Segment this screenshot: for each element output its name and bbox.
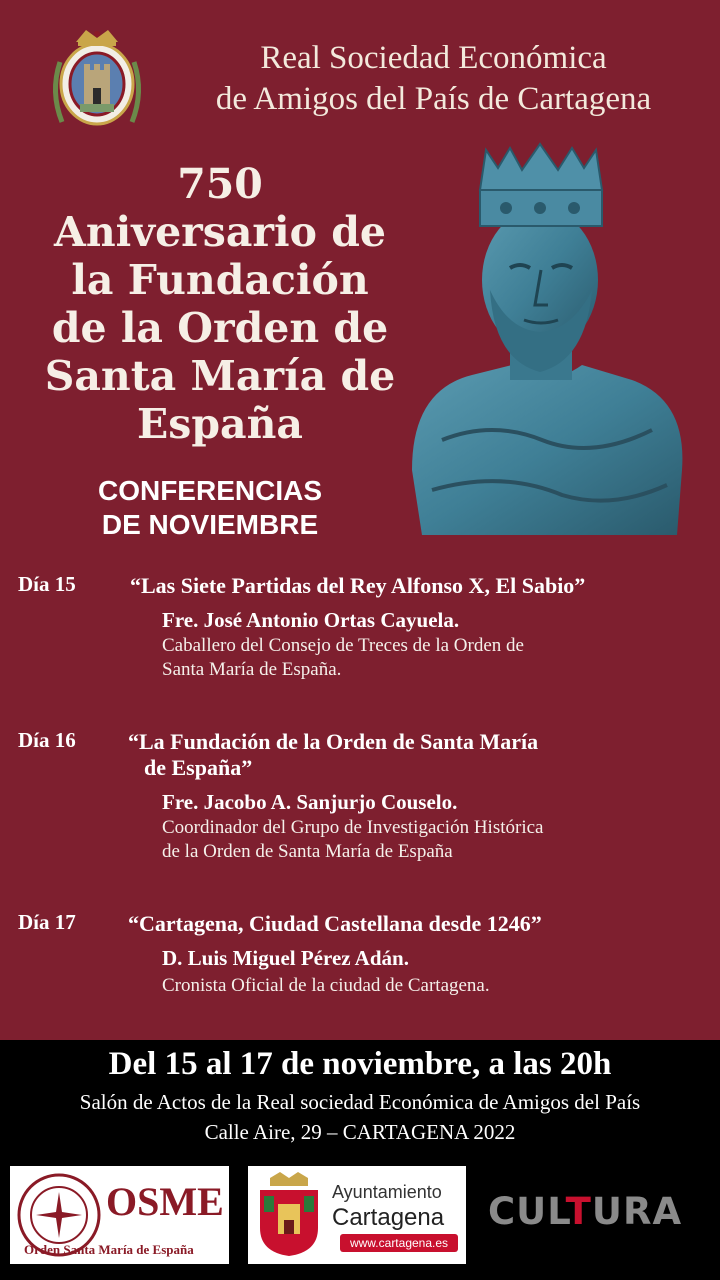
title-line: Aniversario de — [54, 208, 386, 256]
society-coat-of-arms-logo — [44, 22, 150, 138]
title-line: la Fundación — [71, 256, 369, 304]
speaker-role: Cronista Oficial de la ciudad de Cartagena. — [162, 975, 490, 996]
cartagena-coat-of-arms-icon — [254, 1172, 324, 1258]
venue-address: Calle Aire, 29 – CARTAGENA 2022 — [204, 1120, 516, 1144]
osme-caption: Orden Santa María de España — [24, 1242, 194, 1257]
speaker-role: Caballero del Consejo de Treces de la Orden de — [162, 635, 524, 656]
conference-subtitle — [40, 474, 380, 542]
society-name — [156, 38, 711, 120]
talk-title: de España” — [144, 755, 253, 780]
osme-logo — [10, 1166, 229, 1264]
day-label: Día 17 — [18, 910, 76, 934]
title-line: España — [137, 400, 303, 448]
footer-band — [0, 1040, 720, 1280]
cultura-text-a: CUL — [488, 1190, 566, 1233]
day-label: Día 16 — [18, 728, 76, 752]
osme-name: OSME — [106, 1179, 224, 1224]
venue-line: Salón de Actos de la Real sociedad Económica de Amigos del País — [79, 1090, 641, 1114]
talk-title: “Las Siete Partidas del Rey Alfonso X, El Sabio” — [130, 573, 586, 598]
speaker-role: Coordinador del Grupo de Investigación Histórica — [162, 817, 544, 838]
cartagena-label: Cartagena — [332, 1204, 445, 1231]
subtitle-line: DE NOVIEMBRE — [101, 509, 319, 540]
subtitle-line: CONFERENCIAS — [97, 475, 322, 506]
speaker-role: Santa María de España. — [162, 659, 342, 680]
king-bust-image — [402, 140, 692, 540]
society-name-line1: Real Sociedad Económica — [260, 40, 607, 76]
speaker-name: D. Luis Miguel Pérez Adán. — [162, 946, 409, 970]
speaker-name: Fre. José Antonio Ortas Cayuela. — [162, 608, 460, 632]
day-label: Día 15 — [18, 572, 76, 596]
event-title — [30, 160, 410, 448]
cultura-text-b: URA — [591, 1190, 683, 1233]
title-line: 750 — [177, 160, 263, 208]
event-dates: Del 15 al 17 de noviembre, a las 20h — [108, 1046, 612, 1082]
ayuntamiento-url: www.cartagena.es — [340, 1234, 458, 1252]
title-line: Santa María de — [44, 352, 396, 400]
society-name-line2: de Amigos del País de Cartagena — [215, 81, 652, 117]
talk-title: “La Fundación de la Orden de Santa María — [128, 729, 539, 754]
speaker-role: de la Orden de Santa María de España — [162, 841, 453, 862]
cultura-logo — [488, 1190, 682, 1233]
ayuntamiento-label: Ayuntamiento — [332, 1182, 442, 1202]
cultura-text-t: T — [565, 1190, 592, 1233]
talk-title: “Cartagena, Ciudad Castellana desde 1246” — [128, 911, 542, 936]
speaker-name: Fre. Jacobo A. Sanjurjo Couselo. — [162, 790, 458, 814]
title-line: de la Orden de — [51, 304, 389, 352]
ayuntamiento-cartagena-logo — [248, 1166, 466, 1264]
